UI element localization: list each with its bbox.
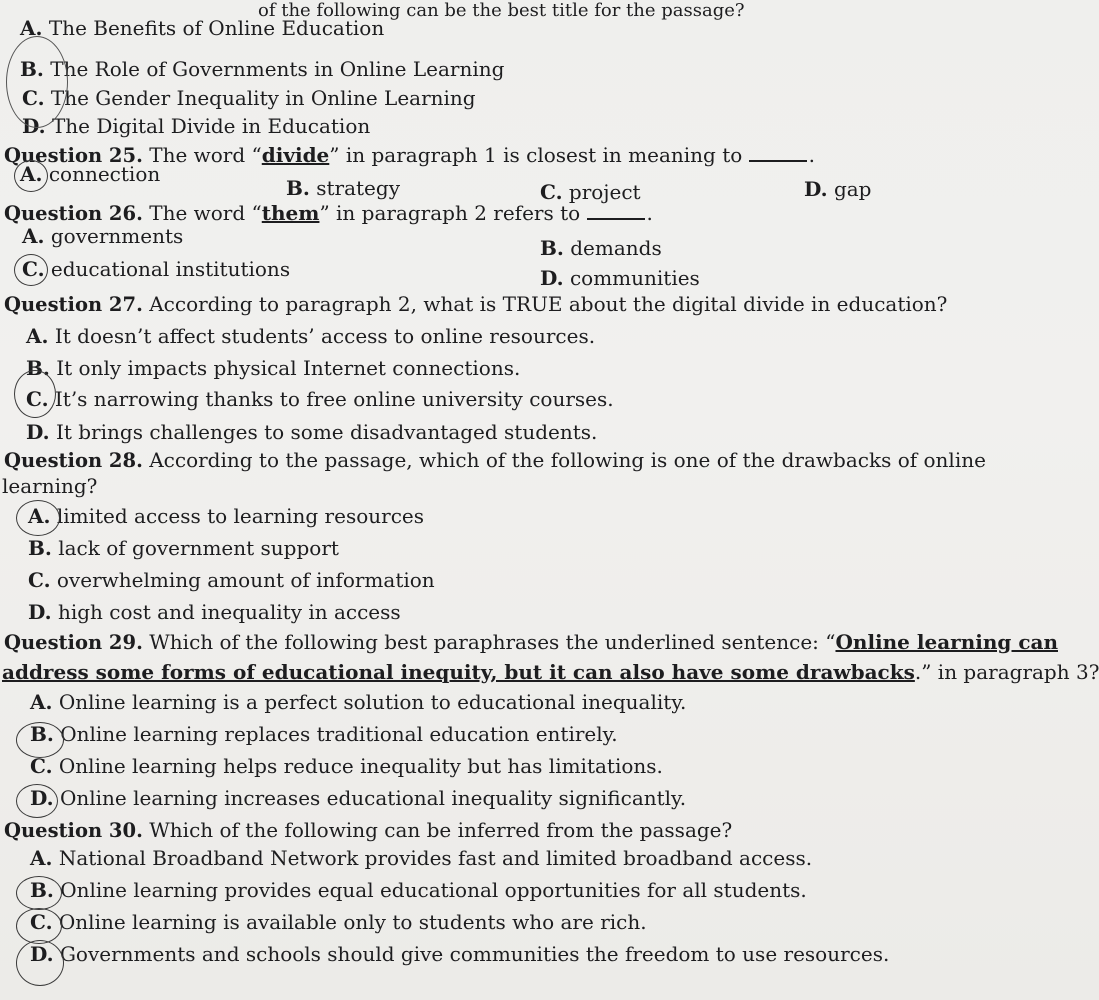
q24-option-b[interactable]: B. The Role of Governments in Online Learning bbox=[20, 57, 505, 81]
q29-option-d[interactable]: D. Online learning increases educational inequality significantly. bbox=[30, 786, 687, 810]
answer-circle-mark bbox=[16, 940, 64, 986]
q29-option-c[interactable]: C. Online learning helps reduce inequality but has limitations. bbox=[30, 754, 663, 778]
answer-blank bbox=[587, 200, 645, 220]
answer-circle-mark bbox=[14, 254, 48, 286]
q28-option-a[interactable]: A. limited access to learning resources bbox=[28, 504, 424, 528]
q25-stem: Question 25. The word “divide” in paragraph 1 is closest in meaning to . bbox=[4, 143, 816, 167]
q25-option-c[interactable]: C. project bbox=[540, 180, 641, 204]
q26-option-c[interactable]: C. educational institutions bbox=[22, 257, 291, 281]
q26-stem: Question 26. The word “them” in paragraph 2 refers to . bbox=[4, 201, 653, 225]
answer-circle-mark bbox=[6, 36, 68, 128]
q28-option-d[interactable]: D. high cost and inequality in access bbox=[28, 600, 401, 624]
q26-option-b[interactable]: B. demands bbox=[540, 236, 662, 260]
q29-option-a[interactable]: A. Online learning is a perfect solution to educational inequality. bbox=[30, 690, 687, 714]
q25-option-d[interactable]: D. gap bbox=[804, 177, 872, 201]
q30-option-d[interactable]: D. Governments and schools should give communities the freedom to use resources. bbox=[30, 942, 890, 966]
q28-stem-line2: learning? bbox=[2, 474, 98, 498]
q29-stem-line1: Question 29. Which of the following best paraphrases the underlined sentence: “Online learning can bbox=[4, 630, 1058, 654]
q27-option-b[interactable]: B. It only impacts physical Internet connections. bbox=[26, 356, 521, 380]
answer-blank bbox=[749, 142, 807, 162]
q25-option-b[interactable]: B. strategy bbox=[286, 176, 400, 200]
q30-stem: Question 30. Which of the following can be inferred from the passage? bbox=[4, 818, 733, 842]
q30-option-c[interactable]: C. Online learning is available only to students who are rich. bbox=[30, 910, 647, 934]
q24-option-c[interactable]: C. The Gender Inequality in Online Learning bbox=[22, 86, 476, 110]
q24-stem: of the following can be the best title for the passage? bbox=[258, 0, 745, 21]
q27-option-c[interactable]: C. It’s narrowing thanks to free online university courses. bbox=[26, 387, 614, 411]
answer-circle-mark bbox=[16, 500, 60, 536]
q25-option-a[interactable]: A. connection bbox=[20, 162, 161, 186]
answer-circle-mark bbox=[16, 784, 58, 818]
q28-option-b[interactable]: B. lack of government support bbox=[28, 536, 339, 560]
q26-option-d[interactable]: D. communities bbox=[540, 266, 700, 290]
answer-circle-mark bbox=[16, 876, 62, 910]
answer-circle-mark bbox=[16, 722, 64, 758]
q28-stem-line1: Question 28. According to the passage, which of the following is one of the drawbacks of online bbox=[4, 448, 986, 472]
answer-circle-mark bbox=[16, 908, 62, 944]
q27-option-d[interactable]: D. It brings challenges to some disadvantaged students. bbox=[26, 420, 598, 444]
q28-option-c[interactable]: C. overwhelming amount of information bbox=[28, 568, 435, 592]
answer-circle-mark bbox=[14, 160, 48, 192]
q26-option-a[interactable]: A. governments bbox=[22, 224, 184, 248]
q24-option-a[interactable]: A. The Benefits of Online Education bbox=[20, 16, 385, 40]
q27-stem: Question 27. According to paragraph 2, what is TRUE about the digital divide in education? bbox=[4, 292, 948, 316]
q30-option-b[interactable]: B. Online learning provides equal educational opportunities for all students. bbox=[30, 878, 807, 902]
q30-option-a[interactable]: A. National Broadband Network provides fast and limited broadband access. bbox=[30, 846, 813, 870]
q29-option-b[interactable]: B. Online learning replaces traditional education entirely. bbox=[30, 722, 618, 746]
q24-option-d[interactable]: D. The Digital Divide in Education bbox=[22, 114, 371, 138]
answer-circle-mark bbox=[14, 370, 56, 418]
q27-option-a[interactable]: A. It doesn’t affect students’ access to online resources. bbox=[26, 324, 596, 348]
q29-stem-line2: address some forms of educational inequity, but it can also have some drawbacks.” in paragraph 3? bbox=[2, 660, 1099, 684]
